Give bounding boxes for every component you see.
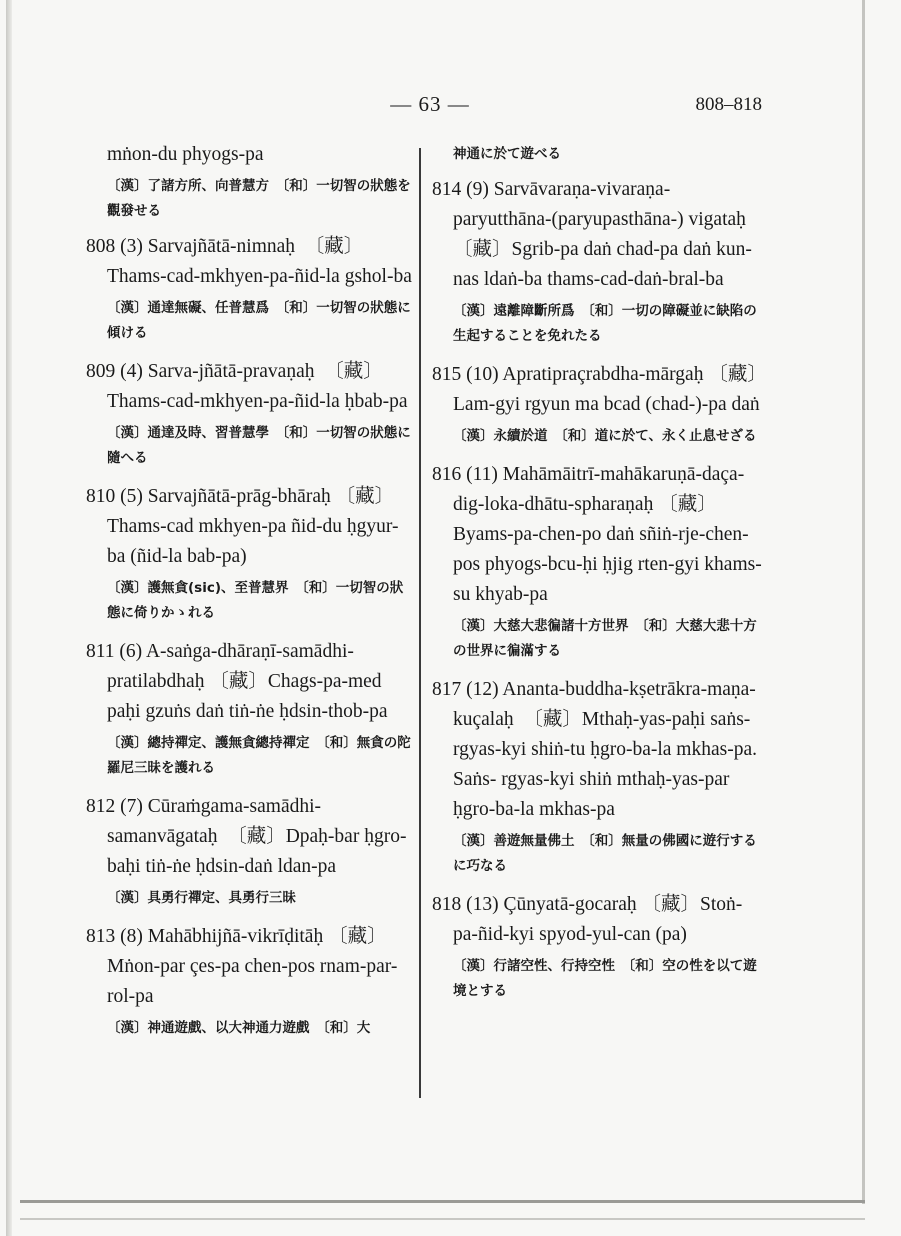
left-column [86,140,416,1052]
continued-entry [86,140,416,224]
entry-gloss: 〔漢〕善遊無量佛土 〔和〕無量の佛國に遊行するに巧なる [453,833,757,874]
page-number: — 63 — [390,92,470,116]
entry-813 [86,922,416,1041]
page-bottom-edge-secondary [20,1218,865,1220]
entry-818 [432,890,766,1004]
entry-gloss: 〔漢〕了諸方所、向普慧方 〔和〕一切智の狀態を觀發せる [107,178,411,219]
entry-text: mṅon-du phyogs-pa [107,144,264,165]
entry-809 [86,357,416,471]
entry-text: 814 (9) Sarvāvaraṇa-vivaraṇa-paryutthāna-(paryupasthāna-) vigataḥ 〔藏〕Sgrib-pa daṅ chad-pa daṅ kun-nas ldaṅ-ba thams-cad-daṅ-bral-ba [432,179,752,290]
entry-text: 812 (7) Cūraṁgama-samādhi-samanvāgataḥ 〔藏〕Dpaḥ-bar ḥgro-baḥi tiṅ-ṅe ḥdsin-daṅ ldan-pa [86,796,407,877]
entry-810 [86,482,416,626]
entry-text: 809 (4) Sarva-jñātā-pravaṇaḥ 〔藏〕Thams-cad-mkhyen-pa-ñid-la ḥbab-pa [86,361,408,412]
entry-gloss: 神通に於て遊べる [453,146,561,162]
page-left-shadow [6,0,12,1236]
entry-text: 811 (6) A-saṅga-dhāraṇī-samādhi-pratilabdhaḥ 〔藏〕Chags-pa-med paḥi gzuṅs daṅ tiṅ-ṅe ḥdsin-thob-pa [86,641,388,722]
entry-text: 808 (3) Sarvajñātā-nimnaḥ 〔藏〕Thams-cad-mkhyen-pa-ñid-la gshol-ba [86,236,412,287]
entry-gloss: 〔漢〕永續於道 〔和〕道に於て、永く止息せざる [453,428,757,444]
entry-text: 815 (10) Apratipraçrabdha-mārgaḥ 〔藏〕Lam-gyi rgyun ma bcad (chad-)-pa daṅ [432,364,760,415]
entry-text: 818 (13) Çūnyatā-gocaraḥ 〔藏〕Stoṅ-pa-ñid-kyi spyod-yul-can (pa) [432,894,743,945]
entry-gloss: 〔漢〕大慈大悲徧諸十方世界 〔和〕大慈大悲十方の世界に徧滿する [453,618,757,659]
entry-812 [86,792,416,911]
entry-808 [86,232,416,346]
entry-gloss: 〔漢〕遠離障斷所爲 〔和〕一切の障礙並に缺陷の生起することを免れたる [453,303,757,344]
entry-text: 816 (11) Mahāmāitrī-mahākaruṇā-daça-dig-loka-dhātu-spharaṇaḥ 〔藏〕Byams-pa-chen-po daṅ sñiṅ-rje-chen-pos phyogs-bcu-ḥi ḥjig rten-gyi khams-su khyab-pa [432,464,762,605]
entry-gloss: 〔漢〕具勇行禪定、具勇行三昧 [107,890,296,906]
continued-entry [432,142,766,167]
entry-gloss: 〔漢〕護無貪(sic)、至普慧界 〔和〕一切智の狀態に倚りかゝれる [107,580,404,621]
entry-816 [432,460,766,664]
column-divider [419,148,421,1098]
entry-gloss: 〔漢〕神通遊戲、以大神通力遊戲 〔和〕大 [107,1020,371,1036]
entry-gloss: 〔漢〕通達及時、習普慧學 〔和〕一切智の狀態に隨へる [107,425,411,466]
entry-text: 817 (12) Ananta-buddha-kṣetrākra-maṇa-kuçalaḥ 〔藏〕Mthaḥ-yas-paḥi saṅs-rgyas-kyi shiṅ-tu ḥgro-ba-la mkhas-pa. Saṅs- rgyas-kyi shiṅ mthaḥ-yas-par ḥgro-ba-la mkhas-pa [432,679,757,820]
page-right-edge [862,0,865,1204]
entry-gloss: 〔漢〕通達無礙、任普慧爲 〔和〕一切智の狀態に傾ける [107,300,411,341]
entry-gloss: 〔漢〕行諸空性、行持空性 〔和〕空の性を以て遊境とする [453,958,757,999]
entry-811 [86,637,416,781]
entry-817 [432,675,766,879]
page-bottom-edge [20,1200,865,1203]
entry-815 [432,360,766,449]
entry-text: 813 (8) Mahābhijñā-vikrīḍitāḥ 〔藏〕Mṅon-par çes-pa chen-pos rnam-par-rol-pa [86,926,398,1007]
entry-gloss: 〔漢〕總持禪定、護無貪總持禪定 〔和〕無貪の陀羅尼三昧を護れる [107,735,411,776]
right-column [432,140,766,1015]
entry-range: 808–818 [695,94,762,115]
entry-text: 810 (5) Sarvajñātā-prāg-bhāraḥ 〔藏〕Thams-cad mkhyen-pa ñid-du ḥgyur-ba (ñid-la bab-pa) [86,486,399,567]
entry-814 [432,175,766,349]
